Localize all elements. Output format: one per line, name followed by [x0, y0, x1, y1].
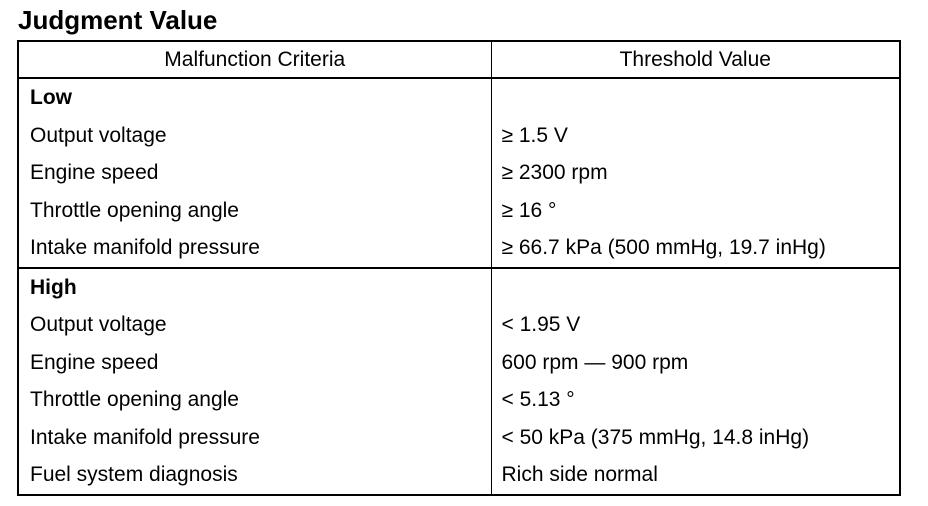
- criteria-cell: Engine speed: [18, 154, 491, 192]
- threshold-cell: ≥ 66.7 kPa (500 mmHg, 19.7 inHg): [491, 229, 900, 268]
- criteria-cell: Output voltage: [18, 117, 491, 155]
- empty-cell: [491, 78, 900, 117]
- criteria-cell: Fuel system diagnosis: [18, 456, 491, 495]
- group-header-row: [18, 268, 900, 307]
- group-header-row: [18, 78, 900, 117]
- table-row: [18, 344, 900, 382]
- threshold-cell: Rich side normal: [491, 456, 900, 495]
- table-row: [18, 154, 900, 192]
- table-row: [18, 419, 900, 457]
- empty-cell: [491, 268, 900, 307]
- criteria-cell: Intake manifold pressure: [18, 419, 491, 457]
- threshold-cell: < 5.13 °: [491, 381, 900, 419]
- group-label-high: High: [18, 268, 491, 307]
- table-row: [18, 306, 900, 344]
- column-header-threshold-value: Threshold Value: [491, 41, 900, 78]
- table-row: [18, 117, 900, 155]
- threshold-cell: 600 rpm — 900 rpm: [491, 344, 900, 382]
- threshold-cell: < 1.95 V: [491, 306, 900, 344]
- threshold-cell: ≥ 1.5 V: [491, 117, 900, 155]
- table-header-row: [18, 41, 900, 78]
- page-title: Judgment Value: [18, 5, 218, 35]
- threshold-cell: ≥ 16 °: [491, 192, 900, 230]
- group-label-low: Low: [18, 78, 491, 117]
- criteria-cell: Intake manifold pressure: [18, 229, 491, 268]
- criteria-cell: Throttle opening angle: [18, 381, 491, 419]
- criteria-cell: Engine speed: [18, 344, 491, 382]
- table-row: [18, 229, 900, 268]
- threshold-cell: < 50 kPa (375 mmHg, 14.8 inHg): [491, 419, 900, 457]
- table-row: [18, 192, 900, 230]
- column-header-malfunction-criteria: Malfunction Criteria: [18, 41, 491, 78]
- criteria-cell: Output voltage: [18, 306, 491, 344]
- judgment-value-table: [17, 40, 901, 496]
- table-row: [18, 381, 900, 419]
- criteria-cell: Throttle opening angle: [18, 192, 491, 230]
- table-row: [18, 456, 900, 495]
- threshold-cell: ≥ 2300 rpm: [491, 154, 900, 192]
